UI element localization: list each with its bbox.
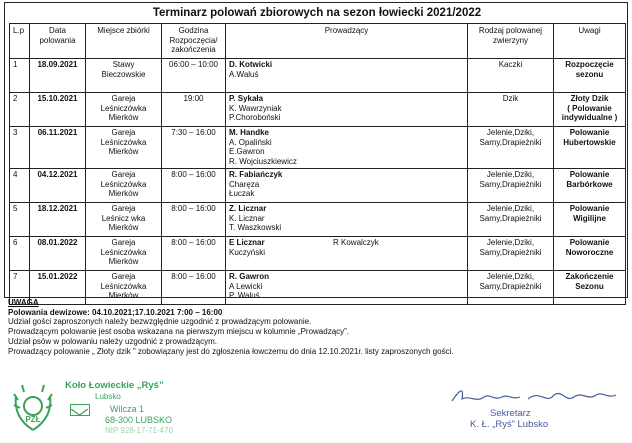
table-row xyxy=(10,59,626,93)
cell-line: Gareja xyxy=(111,272,136,281)
cell-game xyxy=(468,59,554,93)
header-remarks: Uwagi xyxy=(554,24,626,59)
cell-line: 06.11.2021 xyxy=(37,128,78,137)
cell-line: A.Waluś xyxy=(229,69,259,79)
stamp-city: Lubsko xyxy=(95,392,121,401)
header-date: Data polowania xyxy=(30,24,86,59)
cell-line: Dzik xyxy=(502,94,519,103)
logo-text: PZŁ xyxy=(25,415,41,424)
cell-time xyxy=(162,127,226,169)
leader-line xyxy=(229,170,464,180)
cell-line: 8:00 – 16:00 xyxy=(171,238,216,247)
cell-time xyxy=(162,59,226,93)
cell-place xyxy=(86,169,162,203)
stamp-nip: NIP 928-17-71-470 xyxy=(105,426,173,435)
table-row xyxy=(10,93,626,127)
cell-line: Jelenie,Dziki, xyxy=(486,170,535,179)
cell-lp xyxy=(10,93,30,127)
cell-line: K. Wawrzyniak xyxy=(229,103,282,113)
cell-line: Mierków xyxy=(108,113,139,123)
cell-line: Stawy xyxy=(112,60,135,69)
cell-line: 08.01.2022 xyxy=(37,238,78,247)
cell-line: 7:30 – 16:00 xyxy=(171,128,216,137)
cell-remarks xyxy=(554,237,626,271)
cell-line: 8:00 – 16:00 xyxy=(171,170,216,179)
cell-place xyxy=(86,237,162,271)
note-line: Udział psów w polowaniu należy uzgodnić z prowadzącym. xyxy=(8,336,217,346)
cell-line: Leśniczówka xyxy=(100,137,147,147)
leader-line xyxy=(229,204,464,214)
cell-line: R. Wojciuszkiewicz xyxy=(229,156,297,166)
cell-line: ( Polowanie xyxy=(567,103,612,113)
cell-line: Mierków xyxy=(108,147,139,157)
cell-line: 8:00 – 16:00 xyxy=(171,272,216,281)
cell-line: 18.12.2021 xyxy=(37,204,78,213)
note-line: Prowadzący polowanie „ Złoty dzik ” zobowiązany jest do zgłoszenia łowczemu do dnia 12.10.2021r. listy zaproszonych gości. xyxy=(8,346,454,356)
cell-date xyxy=(30,237,86,271)
cell-line: A Lewicki xyxy=(229,281,263,291)
cell-line: Polowanie xyxy=(569,238,610,247)
cell-line: sezonu xyxy=(575,69,604,79)
cell-date xyxy=(30,127,86,169)
cell-lp xyxy=(10,127,30,169)
cell-time xyxy=(162,93,226,127)
cell-line: Mierków xyxy=(108,291,139,301)
cell-line: Charęza xyxy=(229,179,260,189)
cell-line: Gareja xyxy=(111,238,136,247)
cell-line: P. Waluś xyxy=(229,291,260,301)
note-line: Udział gości zaproszonych należy bezwzględnie uzgodnić z prowadzącym polowanie. xyxy=(8,317,312,327)
cell-line: A. Opaliński xyxy=(229,137,272,147)
header-time: Godzina Rozpoczęcia/ zakończenia xyxy=(162,24,226,59)
cell-line: Zakończenie xyxy=(565,272,614,281)
cell-remarks xyxy=(554,93,626,127)
leader-line xyxy=(229,94,464,104)
cell-date xyxy=(30,93,86,127)
cell-line: 04.12.2021 xyxy=(37,170,78,179)
cell-line: 18.09.2021 xyxy=(37,60,78,69)
cell-game xyxy=(468,127,554,169)
handwritten-signature xyxy=(450,385,620,409)
cell-line: K. Licznar xyxy=(229,213,265,223)
header-place: Miejsce zbiórki xyxy=(86,24,162,59)
cell-line: Mierków xyxy=(108,257,139,267)
table-row xyxy=(10,203,626,237)
leader-name: P. Sykała xyxy=(229,94,264,103)
note-line: Prowadzącym polowanie jest osoba wskazana na pierwszym miejscu w kolumnie „Prowadzący”. xyxy=(8,327,350,337)
cell-line: Polowanie xyxy=(569,204,610,213)
leader-name: R. Fabiańczyk xyxy=(229,170,283,179)
cell-line: Sarny,Drapieżniki xyxy=(479,281,542,291)
cell-place xyxy=(86,59,162,93)
cell-line: 6 xyxy=(13,238,18,247)
cell-line: Jelenie,Dziki, xyxy=(486,272,535,281)
cell-leaders xyxy=(226,59,468,93)
club-logo-icon xyxy=(10,382,56,434)
cell-line: 15.01.2022 xyxy=(37,272,78,281)
cell-line: 19:00 xyxy=(183,94,204,103)
cell-line: 1 xyxy=(13,60,18,69)
cell-line: Sarny,Drapieżniki xyxy=(479,179,542,189)
cell-line: Kaczki xyxy=(498,60,523,69)
signature-org: K. Ł. „Ryś” Lubsko xyxy=(470,419,549,430)
cell-line: Jelenie,Dziki, xyxy=(486,238,535,247)
cell-lp xyxy=(10,203,30,237)
cell-line: Rozpoczęcie xyxy=(565,60,614,69)
page-title: Terminarz polowań zbiorowych na sezon łowiecki 2021/2022 xyxy=(152,7,482,19)
cell-line: Polowanie xyxy=(569,170,610,179)
cell-line: Bieczowskie xyxy=(101,69,146,79)
cell-line: Polowanie xyxy=(569,128,610,137)
cell-place xyxy=(86,93,162,127)
cell-line: Leśniczówka xyxy=(100,179,147,189)
cell-date xyxy=(30,169,86,203)
cell-leaders xyxy=(226,169,468,203)
header-game: Rodzaj polowanej zwierzyny xyxy=(468,24,554,59)
cell-line: indywidualne ) xyxy=(561,113,618,123)
cell-line: Mierków xyxy=(108,189,139,199)
cell-date xyxy=(30,59,86,93)
cell-line: Wigilijne xyxy=(573,213,606,223)
envelope-icon xyxy=(70,404,90,416)
cell-line: Kuczyński xyxy=(229,247,266,257)
cell-time xyxy=(162,203,226,237)
table-row xyxy=(10,127,626,169)
cell-place xyxy=(86,203,162,237)
table-row xyxy=(10,237,626,271)
cell-leaders xyxy=(226,237,468,271)
cell-leaders xyxy=(226,127,468,169)
cell-line: 5 xyxy=(13,204,18,213)
leader-name: R. Gawron xyxy=(229,272,270,281)
cell-game xyxy=(468,93,554,127)
cell-time xyxy=(162,169,226,203)
leader-line xyxy=(229,272,464,282)
notes-heading: UWAGA xyxy=(8,298,39,307)
cell-line: 2 xyxy=(13,94,18,103)
leader-line xyxy=(229,60,464,70)
schedule-sheet xyxy=(4,2,628,301)
cell-line: T. Waszkowski xyxy=(229,223,282,233)
cell-line: Sezonu xyxy=(575,281,604,291)
cell-line: Mierków xyxy=(108,223,139,233)
cell-remarks xyxy=(554,59,626,93)
cell-line: 4 xyxy=(13,170,18,179)
cell-line: Złoty Dzik xyxy=(570,94,609,103)
cell-line: Sarny,Drapieżniki xyxy=(479,213,542,223)
cell-line: Sarny,Drapieżniki xyxy=(479,137,542,147)
cell-line: Hubertowskie xyxy=(563,137,616,147)
leader-name: D. Kotwicki xyxy=(229,60,273,69)
cell-lp xyxy=(10,59,30,93)
cell-line: 15.10.2021 xyxy=(37,94,78,103)
cell-line: 8:00 – 16:00 xyxy=(171,204,216,213)
table-row xyxy=(10,169,626,203)
cell-line: Jelenie,Dziki, xyxy=(486,128,535,137)
signature-role: Sekretarz xyxy=(490,408,531,419)
stamp-name: Koło Łowieckie „Ryś” xyxy=(65,380,164,391)
cell-line: Gareja xyxy=(111,204,136,213)
notes-dates: Polowania dewizowe: 04.10.2021;17.10.2021 7:00 – 16:00 xyxy=(8,307,223,317)
cell-line: 7 xyxy=(13,272,18,281)
schedule-table xyxy=(9,23,626,305)
leader-name: E Licznar xyxy=(229,238,265,247)
cell-line: Sarny,Drapieżniki xyxy=(479,247,542,257)
leader-name: M. Handke xyxy=(229,128,270,137)
table-header-row xyxy=(10,24,626,59)
leader-line xyxy=(229,238,464,248)
cell-line: Gareja xyxy=(111,128,136,137)
cell-leaders xyxy=(226,203,468,237)
header-leaders: Prowadzący xyxy=(226,24,468,59)
cell-line: Jelenie,Dziki, xyxy=(486,204,535,213)
cell-remarks xyxy=(554,203,626,237)
club-stamp xyxy=(10,380,220,440)
signature-block xyxy=(430,385,620,440)
cell-line: Leśnicz wka xyxy=(101,213,146,223)
cell-line: Łuczak xyxy=(229,189,255,199)
cell-line: Leśniczówka xyxy=(100,281,147,291)
cell-game xyxy=(468,203,554,237)
cell-date xyxy=(30,203,86,237)
cell-line: Leśniczówka xyxy=(100,247,147,257)
header-lp: L.p xyxy=(10,24,30,59)
cell-line: E.Gawron xyxy=(229,147,265,157)
cell-line: Leśniczówka xyxy=(100,103,147,113)
leader-extra: R Kowalczyk xyxy=(333,238,379,247)
cell-line: Barbórkowe xyxy=(566,179,613,189)
cell-line: 06:00 – 10:00 xyxy=(169,60,218,69)
notes-section xyxy=(4,298,628,356)
cell-place xyxy=(86,127,162,169)
leader-name: Z. Licznar xyxy=(229,204,267,213)
cell-lp xyxy=(10,237,30,271)
cell-game xyxy=(468,237,554,271)
cell-remarks xyxy=(554,169,626,203)
leader-line xyxy=(229,128,464,138)
cell-line: Noworoczne xyxy=(565,247,614,257)
cell-line: Gareja xyxy=(111,170,136,179)
cell-line: P.Choroboński xyxy=(229,113,281,123)
stamp-street: Wilcza 1 xyxy=(110,404,145,414)
cell-line: 3 xyxy=(13,128,18,137)
cell-lp xyxy=(10,169,30,203)
cell-remarks xyxy=(554,127,626,169)
cell-line: Gareja xyxy=(111,94,136,103)
cell-game xyxy=(468,169,554,203)
cell-time xyxy=(162,237,226,271)
cell-leaders xyxy=(226,93,468,127)
stamp-postal: 68-300 LUBSKO xyxy=(105,415,173,425)
